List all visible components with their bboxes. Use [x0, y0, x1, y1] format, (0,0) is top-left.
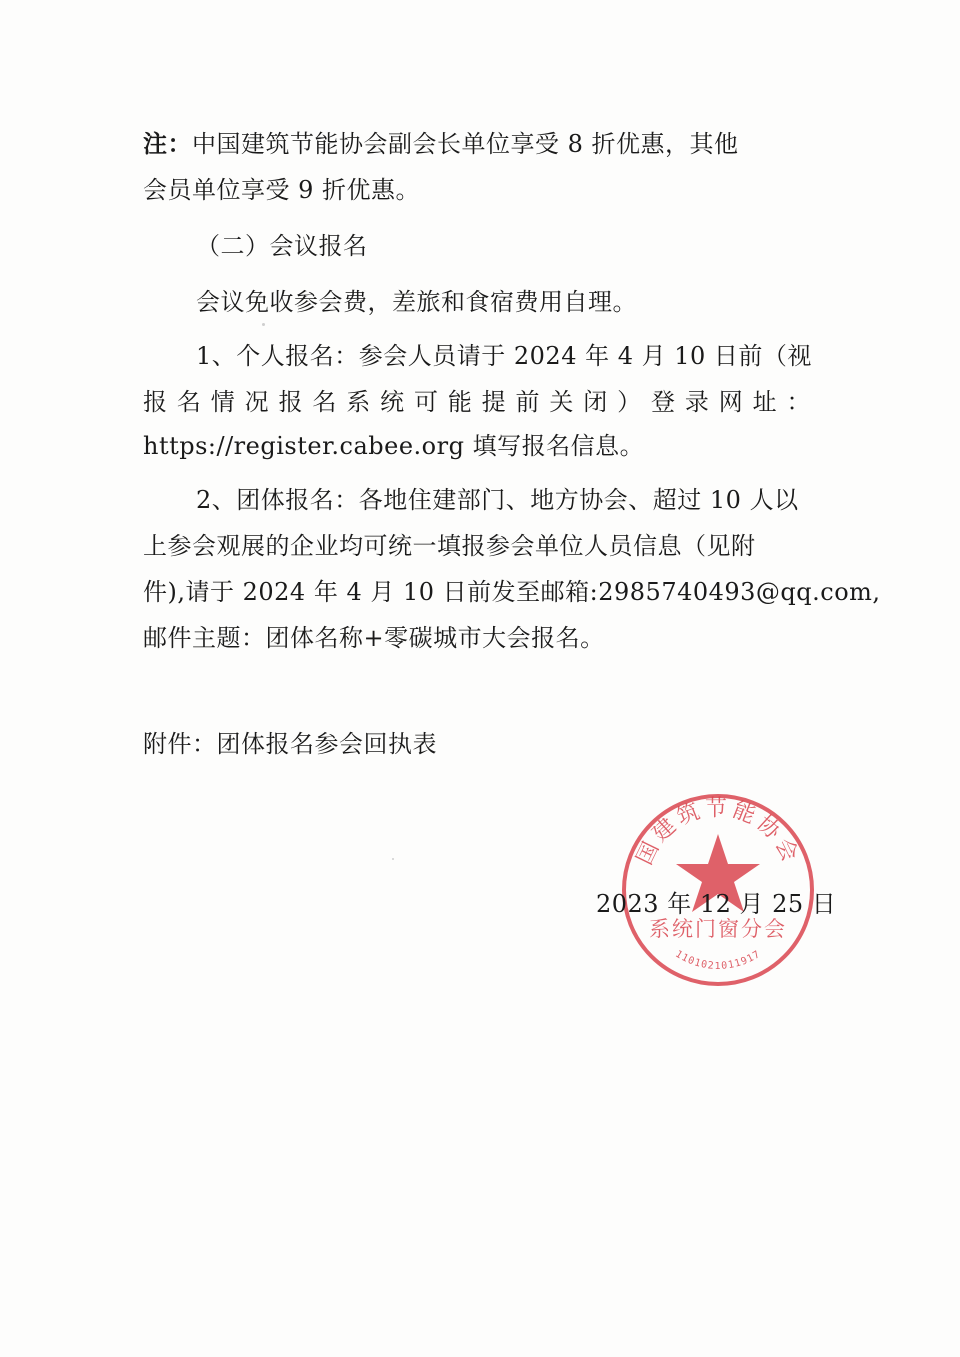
item1-line-3: https://register.cabee.org 填写报名信息。: [143, 432, 645, 460]
note-label: 注：: [143, 129, 192, 158]
scan-speck: [262, 323, 265, 326]
note-line-1: [143, 128, 739, 160]
scan-speck: [392, 858, 394, 860]
item2-line-1: 2、团体报名：各地住建部门、地方协会、超过 10 人以: [196, 486, 799, 514]
fee-paragraph: 会议免收参会费，差旅和食宿费用自理。: [196, 288, 637, 316]
section-heading: （二）会议报名: [196, 232, 368, 260]
item2-line-2: 上参会观展的企业均可统一填报参会单位人员信息（见附: [143, 532, 756, 560]
seal-bottom-text: 系统门窗分会: [649, 917, 787, 941]
svg-text:1101021011917: [673, 949, 763, 972]
seal-serial: 1101021011917: [673, 948, 763, 972]
note-text: 中国建筑节能协会副会长单位享受 8 折优惠，其他: [192, 130, 739, 158]
item2-line-4: 邮件主题：团体名称+零碳城市大会报名。: [143, 624, 605, 652]
item1-line-2: 报名情况报名系统可能提前关闭）登录网址：: [143, 388, 811, 416]
seal-arc-text: 国建筑节能协会: [632, 796, 804, 870]
note-line-2: 会员单位享受 9 折优惠。: [143, 176, 421, 204]
document-date: 2023 年 12 月 25 日: [596, 890, 837, 918]
item1-line-1: 1、个人报名：参会人员请于 2024 年 4 月 10 日前（视: [196, 342, 812, 370]
attachment-line: 附件：团体报名参会回执表: [143, 730, 437, 758]
item2-line-3: 件),请于 2024 年 4 月 10 日前发至邮箱:2985740493@qq.com,: [143, 578, 881, 606]
